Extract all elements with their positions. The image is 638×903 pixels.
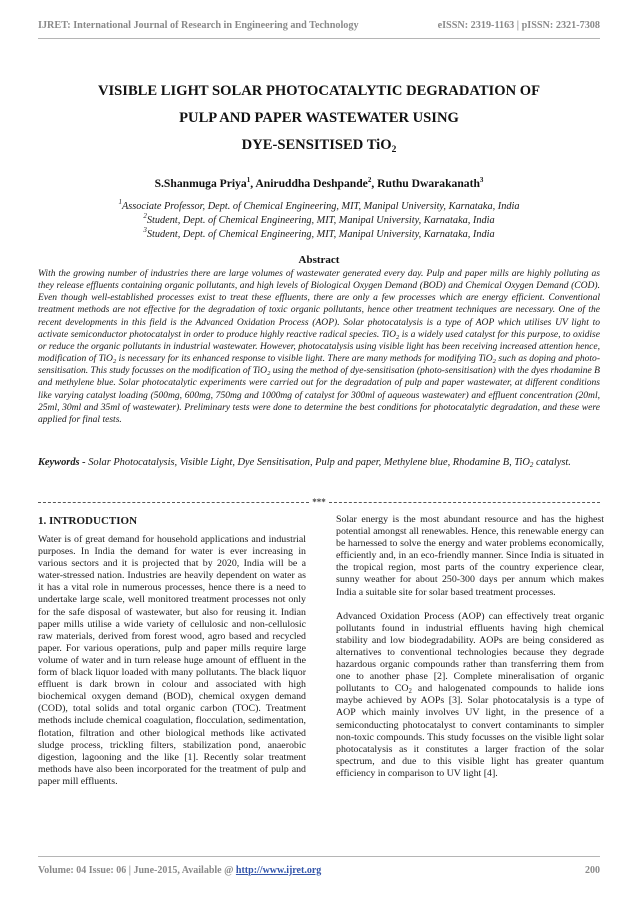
author-3: Ruthu Dwarakanath$^3$ xyxy=(377,176,484,190)
issn-info: eISSN: 2319-1163 | pISSN: 2321-7308 xyxy=(437,19,600,31)
left-column xyxy=(38,514,306,788)
divider-stars: *** xyxy=(312,497,326,507)
paper-title xyxy=(30,78,608,159)
journal-name: IJRET: International Journal of Research in Engineering and Technology xyxy=(38,19,359,31)
affiliation-2: $^2$Student, Dept. of Chemical Engineering, MIT, Manipal University, Karnataka, India xyxy=(143,212,495,226)
author-1: S.Shanmuga Priya$^1$ xyxy=(154,176,251,190)
footer-rule xyxy=(38,856,600,857)
author-list: S.Shanmuga Priya$^1$, Aniruddha Deshpande$^2$, Ruthu Dwarakanath$^3$ xyxy=(154,176,484,190)
title-line-2: PULP AND PAPER WASTEWATER USING xyxy=(179,110,459,126)
keywords: Keywords - Solar Photocatalysis, Visible Light, Dye Sensitisation, Pulp and paper, Methylene blue, Rhodamine B, TiO$_2$ catalyst. xyxy=(38,457,571,469)
title-line-3: DYE-SENSITISED TiO$_2$ xyxy=(241,137,397,155)
right-column xyxy=(336,514,604,780)
author-2: Aniruddha Deshpande$^2$ xyxy=(255,176,372,190)
journal-link[interactable]: http://www.ijret.org xyxy=(235,864,322,876)
intro-paragraph-2: Solar energy is the most abundant resource and has the highest potential amongst all renewables. Hence, this renewable energy can be harnessed to solve the energy and water problems economically, efficiently and, in an eco-friendly manner. Since India is situated in the tropical region, most parts of the country experience clear, sunny weather for about 250-300 days per annum which makes India a suitable site for solar based treatment processes. xyxy=(336,514,604,598)
intro-paragraph-3: Advanced Oxidation Process (AOP) can effectively treat organic pollutants found in industrial effluents having high chemical stability and low biodegradability. AOPs are being considered as alternatives to conventional technologies because they degrade hazardous organic compounds rather than transferring them from one to another phase [2]. Complete mineralisation of organic pollutants to $CO_2$ and halogenated compounds to halide ions maybe achieved by AOPs [3]. Solar photocatalysis is a type of AOP which mainly involves UV light, in the presence of a semiconducting photocatalyst to convert contaminants to simpler non-toxic compounds. This study focusses on the visible light solar photocatalysis as it constitutes a larger fraction of the solar spectrum, and due to this visible light has greater quantum efficiency in comparison to UV light [4]. xyxy=(336,610,604,779)
abstract-text: With the growing number of industries there are large volumes of wastewater generated every day. Pulp and paper mills are highly polluting as they release effluents containing organic pollutants, and high levels of Biological Oxygen Demand (BOD) and Chemical Oxygen Demand (COD). Even though well-established processes exist to treat these effluents, there are only a few processes which are energy efficient. Conventional treatment methods are not effective for the degradation of toxic organic pollutants, hence other treatment techniques are necessary. One of the recent developments in this field is the Advanced Oxidation Process (AOP). Solar photocatalysis is a type of AOP which utilises UV light to activate semiconductor photocatalyst in order to produce highly reactive radical species. TiO$_2$ is a widely used catalyst for this purpose, to oxidise or reduce the organic pollutants in industrial wastewater. However, photocatalysis using visible light has been receiving increased attention hence, modification of TiO$_2$ is necessary for its enhanced response to visible light. There are many methods for modifying TiO$_2$ such as doping and photo-sensitisation. This study focusses on the modification of TiO$_2$ using the method of dye-sensitisation (photo-sensitisation) with the dyes rhodamine B and methylene blue. Solar photocatalytic experiments were carried out for the degradation of pulp and paper wastewater, at different conditions like varying catalyst loading (500mg, 600mg, 750mg and 1000mg of catalyst for 300ml of aqueous wastewater) and effluent concentration (20ml, 25ml, 30ml and 35ml of wastewater). Preliminary tests were done to determine the best conditions for photocatalytic degradation, and these were applied for final tests. xyxy=(38,268,600,425)
keywords-label: Keywords - xyxy=(38,457,86,468)
abstract-heading: Abstract xyxy=(298,254,340,266)
affiliation-1: $^1$Associate Professor, Dept. of Chemical Engineering, MIT, Manipal University, Karnataka, India xyxy=(118,198,520,212)
section-heading: 1. INTRODUCTION xyxy=(38,515,138,527)
volume-info: Volume: 04 Issue: 06 | June-2015, Available @ http://www.ijret.org xyxy=(38,864,322,876)
running-header xyxy=(38,14,600,36)
title-line-1: VISIBLE LIGHT SOLAR PHOTOCATALYTIC DEGRADATION OF xyxy=(97,83,541,99)
page-number: 200 xyxy=(585,864,600,876)
section-divider xyxy=(38,495,600,509)
affiliation-3: $^3$Student, Dept. of Chemical Engineering, MIT, Manipal University, Karnataka, India xyxy=(143,226,495,240)
header-rule xyxy=(38,38,600,39)
running-footer xyxy=(38,862,600,878)
intro-paragraph-1: Water is of great demand for household applications and industrial purposes. In India the demand for water is ever increasing in various sectors and it is projected that by 2020, India will be a water-stressed nation. Industries are heavily dependent on water as it has a vital role in numerous processes, hence there is a need to undertake large scale, well monitored treatment processes not only for the safe disposal of wastewater, but also for reusing it. Indian paper mills utilise a wide variety of cellulosic and non-cellulosic raw materials, derived from forest wood, agro based and recycled paper. For various operations, pulp and paper mills require large volume of water and in turn release huge amount of effluent in the form of black liquor loaded with many pollutants. The black liquor effluent is dark brown in colour and associated with high biochemical oxygen demand (BOD), chemical oxygen demand (COD), total solids and total organic carbon (TOC). Treatment methods include chemical coagulation, flocculation, sedimentation, flotation, filtration and other biological methods like activated sludge process, trickling filters, stabilization pond, anaerobic digestion, lagooning and the like [1]. Recently solar treatment methods have also been incorporated for the treatment of pulp and paper mill effluents. xyxy=(38,534,306,787)
